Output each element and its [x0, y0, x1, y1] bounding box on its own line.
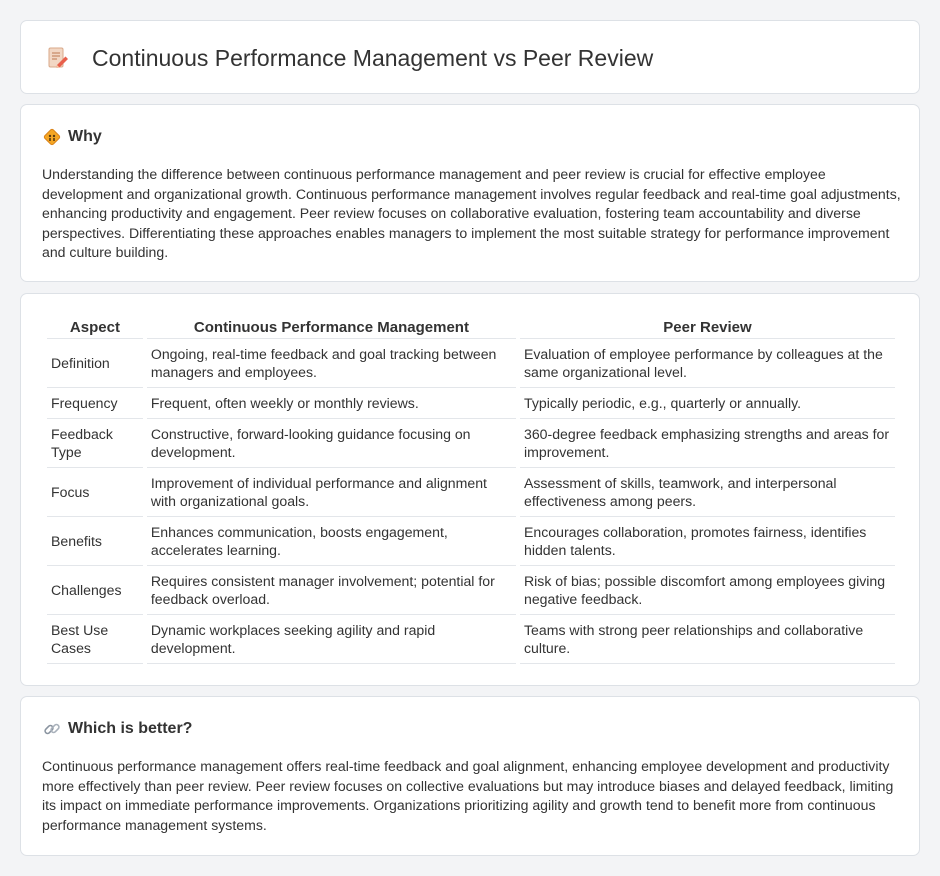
table-row	[47, 419, 895, 468]
better-header	[42, 719, 192, 739]
continuous-cell: Improvement of individual performance and alignment with organizational goals.	[147, 468, 516, 517]
continuous-cell: Frequent, often weekly or monthly reviews.	[147, 388, 516, 419]
aspect-cell: Focus	[47, 468, 143, 517]
peer-review-cell: Teams with strong peer relationships and collaborative culture.	[520, 615, 895, 664]
table-row	[47, 615, 895, 664]
continuous-cell: Ongoing, real-time feedback and goal tracking between managers and employees.	[147, 339, 516, 388]
header-peer-review: Peer Review	[520, 314, 895, 339]
diamond-sign-icon	[42, 127, 62, 147]
comparison-table	[43, 314, 899, 664]
aspect-cell: Feedback Type	[47, 419, 143, 468]
peer-review-cell: Risk of bias; possible discomfort among employees giving negative feedback.	[520, 566, 895, 615]
table-row	[47, 566, 895, 615]
why-section	[20, 104, 920, 282]
header-card	[20, 20, 920, 94]
continuous-cell: Enhances communication, boosts engagement, accelerates learning.	[147, 517, 516, 566]
peer-review-cell: Evaluation of employee performance by colleagues at the same organizational level.	[520, 339, 895, 388]
peer-review-cell: Assessment of skills, teamwork, and interpersonal effectiveness among peers.	[520, 468, 895, 517]
table-header-row	[47, 314, 895, 339]
page-title: Continuous Performance Management vs Peer Review	[92, 45, 654, 71]
continuous-cell: Constructive, forward-looking guidance focusing on development.	[147, 419, 516, 468]
aspect-cell: Benefits	[47, 517, 143, 566]
which-is-better-section	[20, 696, 920, 856]
table-row	[47, 388, 895, 419]
header-aspect: Aspect	[47, 314, 143, 339]
peer-review-cell: Encourages collaboration, promotes fairness, identifies hidden talents.	[520, 517, 895, 566]
continuous-cell: Requires consistent manager involvement; potential for feedback overload.	[147, 566, 516, 615]
link-icon	[42, 719, 62, 739]
why-title: Why	[68, 128, 102, 145]
table-row	[47, 517, 895, 566]
aspect-cell: Challenges	[47, 566, 143, 615]
why-text: Understanding the difference between continuous performance management and peer review is crucial for effective employee development and organizational growth. Continuous performance management involves regular feedback and real-time goal adjustments, enhancing productivity and engagement. Peer review focuses on collaborative evaluation, fostering team accountability and diverse perspectives. Differentiating these approaches enables managers to implement the most suitable strategy for performance improvement and culture building.	[42, 166, 901, 261]
aspect-cell: Definition	[47, 339, 143, 388]
aspect-cell: Best Use Cases	[47, 615, 143, 664]
better-text: Continuous performance management offers real-time feedback and goal alignment, enhancing employee development and productivity more effectively than peer review. Peer review focuses on collective evaluations but may introduce biases and delayed feedback, limiting its impact on immediate performance improvements. Organizations prioritizing agility and growth tend to benefit more from continuous performance management systems.	[42, 758, 894, 833]
continuous-cell: Dynamic workplaces seeking agility and rapid development.	[147, 615, 516, 664]
table-row	[47, 339, 895, 388]
header-continuous: Continuous Performance Management	[147, 314, 516, 339]
why-header	[42, 127, 102, 147]
document-pencil-icon	[46, 46, 70, 70]
peer-review-cell: Typically periodic, e.g., quarterly or annually.	[520, 388, 895, 419]
table-row	[47, 468, 895, 517]
comparison-section	[20, 293, 920, 686]
better-title: Which is better?	[68, 720, 193, 737]
aspect-cell: Frequency	[47, 388, 143, 419]
peer-review-cell: 360-degree feedback emphasizing strengths and areas for improvement.	[520, 419, 895, 468]
